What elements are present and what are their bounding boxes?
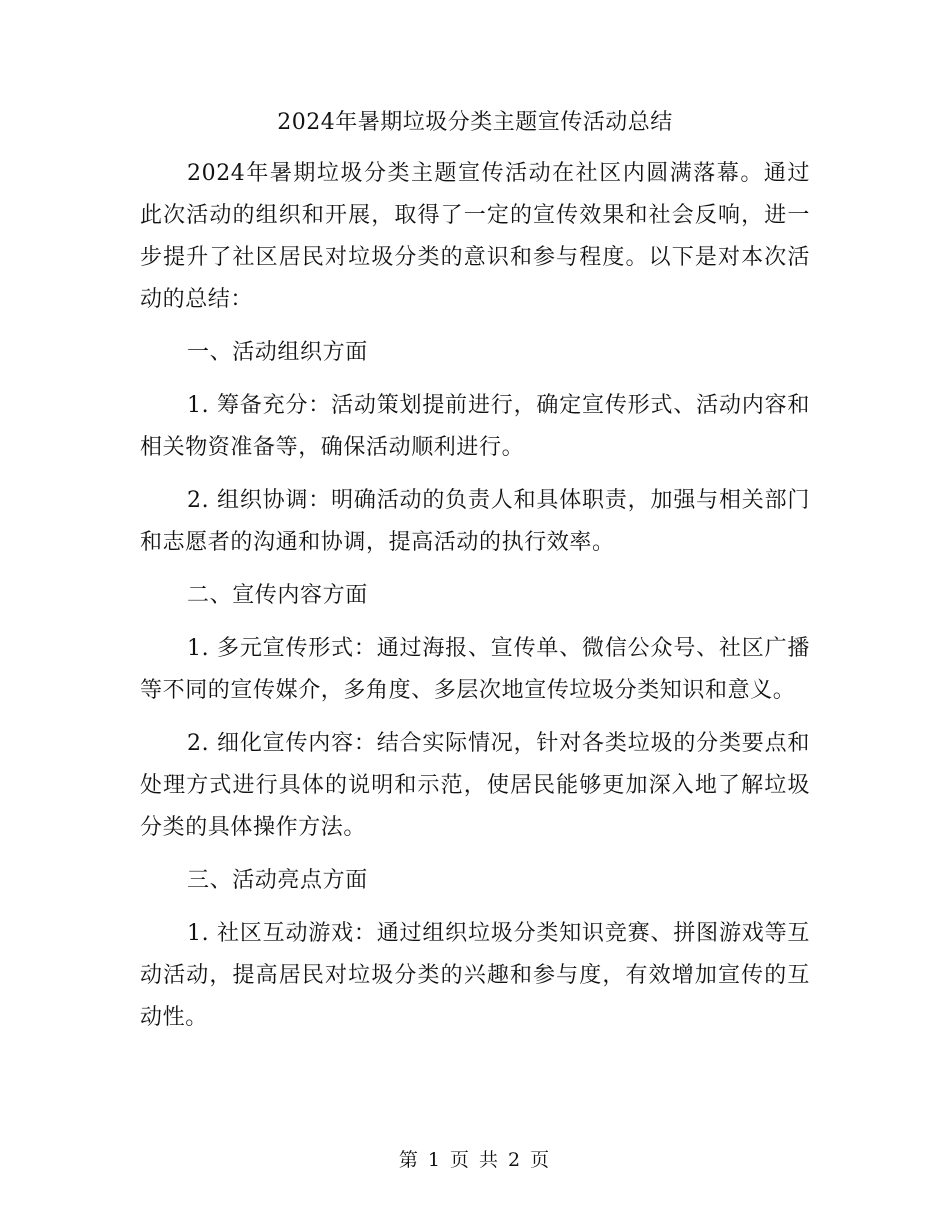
document-body	[140, 153, 810, 1050]
list-item-coordination: 2. 组织协调：明确活动的负责人和具体职责，加强与相关部门和志愿者的沟通和协调，提高活动的执行效率。	[140, 488, 810, 555]
intro-paragraph: 2024年暑期垃圾分类主题宣传活动在社区内圆满落幕。通过此次活动的组织和开展，取得了一定的宣传效果和社会反响，进一步提升了社区居民对垃圾分类的意识和参与程度。以下是对本次活动的总结：	[140, 161, 810, 312]
page-number-footer: 第 1 页 共 2 页	[398, 1149, 552, 1171]
list-item-detailed-content: 2. 细化宣传内容：结合实际情况，针对各类垃圾的分类要点和处理方式进行具体的说明和示范，使居民能够更加深入地了解垃圾分类的具体操作方法。	[140, 731, 810, 840]
section-heading-organization: 一、活动组织方面	[187, 340, 368, 365]
list-item-diverse-forms: 1. 多元宣传形式：通过海报、宣传单、微信公众号、社区广播等不同的宣传媒介，多角度、多层次地宣传垃圾分类知识和意义。	[140, 636, 810, 703]
list-item-preparation: 1. 筹备充分：活动策划提前进行，确定宣传形式、活动内容和相关物资准备等，确保活动顺利进行。	[140, 393, 810, 460]
document-title: 2024年暑期垃圾分类主题宣传活动总结	[277, 110, 673, 135]
section-heading-highlights: 三、活动亮点方面	[187, 868, 368, 893]
section-heading-content: 二、宣传内容方面	[187, 583, 368, 608]
list-item-interactive-games: 1. 社区互动游戏：通过组织垃圾分类知识竞赛、拼图游戏等互动活动，提高居民对垃圾分类的兴趣和参与度，有效增加宣传的互动性。	[140, 921, 810, 1030]
